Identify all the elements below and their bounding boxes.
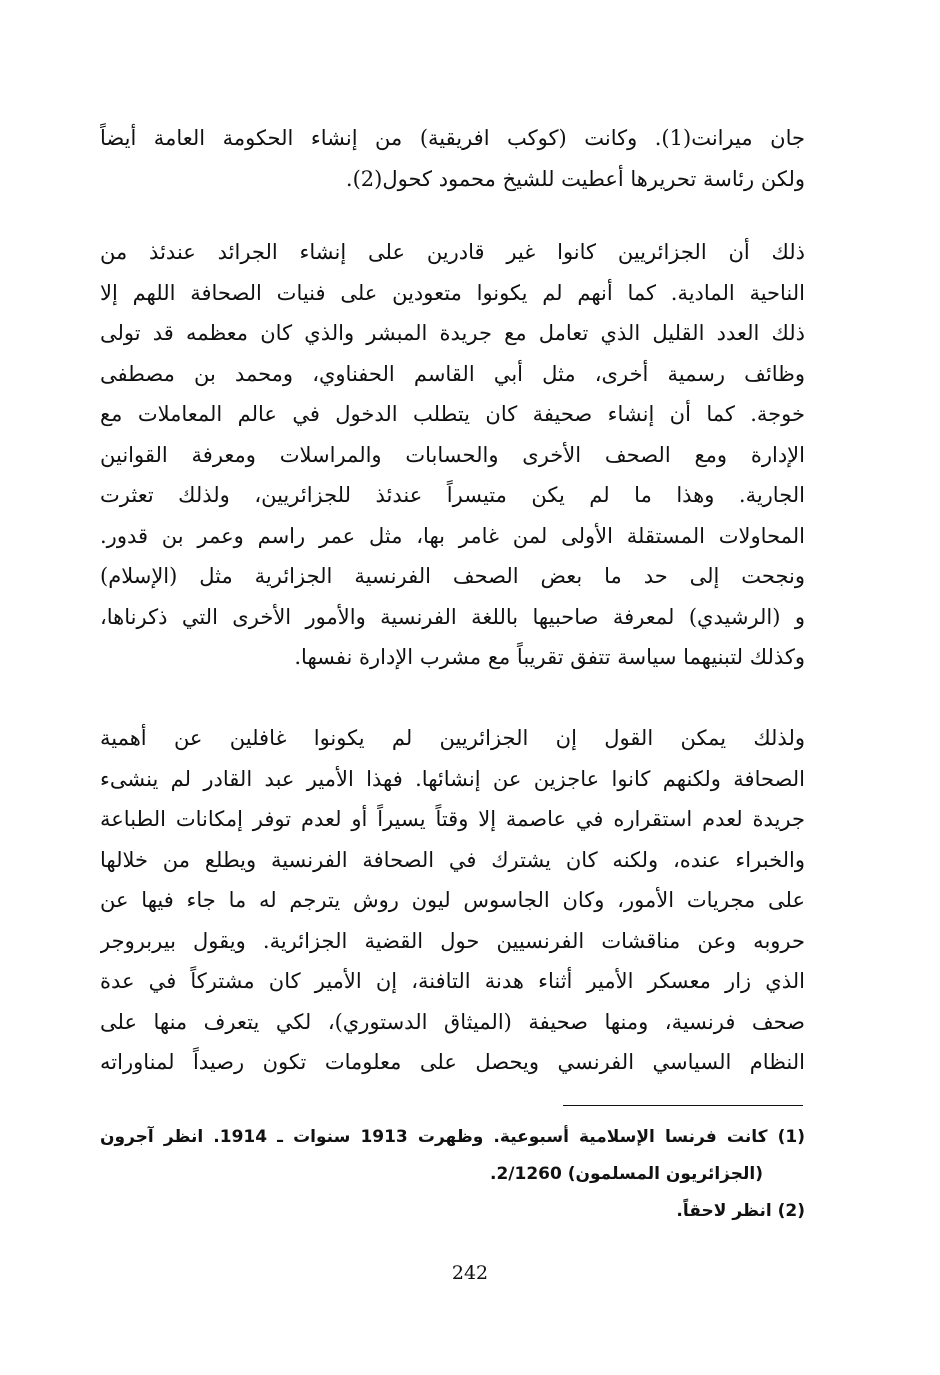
- page-number: 242: [451, 1262, 489, 1284]
- paragraph-line: ذلك أن الجزائريين كانوا غير قادرين على إنشاء الجرائد عندئذ من: [100, 240, 805, 264]
- paragraph-line: الناحية المادية. كما أنهم لم يكونوا متعودين على فنيات الصحافة اللهم إلا: [100, 280, 805, 305]
- paragraph-line: جان ميرانت(1). وكانت (كوكب افريقية) من إنشاء الحكومة العامة أيضاً: [100, 126, 805, 150]
- footnote-1-line-2: (الجزائريون المسلمون) 2/1260.: [490, 1164, 763, 1184]
- paragraph-line: ونجحت إلى حد ما بعض الصحف الفرنسية الجزائرية مثل (الإسلام): [100, 564, 805, 588]
- paragraph-2: [100, 232, 805, 678]
- paragraph-line: النظام السياسي الفرنسي ويحصل على معلومات تكون رصيداً لمناوراته: [100, 1050, 805, 1074]
- footnote-1-line-1: (1) كانت فرنسا الإسلامية أسبوعية. وظهرت 1913 سنوات ـ 1914. انظر آجرون: [100, 1127, 805, 1147]
- paragraph-line: وكذلك لتبنيهما سياسة تتفق تقريباً مع مشرب الإدارة نفسها.: [294, 645, 805, 669]
- paragraph-line: جريدة لعدم استقراره في عاصمة إلا وقتاً يسيراً أو لعدم توفر إمكانات الطباعة: [100, 807, 805, 831]
- paragraph-line: الجارية. وهذا ما لم يكن متيسراً عندئذ للجزائريين، ولذلك تعثرت: [100, 483, 805, 507]
- paragraph-line: المحاولات المستقلة الأولى لمن غامر بها، مثل عمر راسم وعمر بن قدور.: [100, 523, 805, 548]
- paragraph-line: الذي زار معسكر الأمير أثناء هدنة التافنة، إن الأمير كان مشتركاً في عدة: [100, 969, 805, 993]
- footnote-divider: [563, 1105, 803, 1106]
- paragraph-line: وظائف رسمية أخرى، مثل أبي القاسم الحفناوي، ومحمد بن مصطفى: [100, 361, 805, 386]
- paragraph-line: حروبه وعن مناقشات الفرنسيين حول القضية الجزائرية. ويقول بيربروجر: [100, 928, 805, 953]
- paragraph-line: والخبراء عنده، ولكنه كان يشترك في الصحافة الفرنسية ويطلع من خلالها: [100, 847, 805, 872]
- paragraph-line: الإدارة ومع الصحف الأخرى والحسابات والمراسلات ومعرفة القوانين: [100, 442, 805, 467]
- footnotes: [100, 1119, 805, 1230]
- paragraph-line: و (الرشيدي) لمعرفة صاحبيها باللغة الفرنسية والأمور الأخرى التي ذكرناها،: [100, 604, 805, 629]
- paragraph-line: الصحافة ولكنهم كانوا عاجزين عن إنشائها. فهذا الأمير عبد القادر لم ينشىء: [100, 766, 805, 791]
- paragraph-line: ولكن رئاسة تحريرها أعطيت للشيخ محمود كحول(2).: [345, 166, 805, 191]
- footnote-2: (2) انظر لاحقاً.: [676, 1201, 805, 1221]
- paragraph-line: خوجة. كما أن إنشاء صحيفة كان يتطلب الدخول في عالم المعاملات مع: [100, 402, 805, 426]
- paragraph-1: [100, 118, 805, 199]
- paragraph-line: على مجريات الأمور، وكان الجاسوس ليون روش يترجم له ما جاء فيها عن: [100, 888, 805, 912]
- paragraph-line: ولذلك يمكن القول إن الجزائريين لم يكونوا غافلين عن أهمية: [100, 726, 805, 750]
- paragraph-line: صحف فرنسية، ومنها صحيفة (الميثاق الدستوري)، لكي يتعرف منها على: [100, 1009, 805, 1034]
- paragraph-line: ذلك العدد القليل الذي تعامل مع جريدة المبشر والذي كان معظمه قد تولى: [100, 321, 805, 345]
- paragraph-3: [100, 718, 805, 1083]
